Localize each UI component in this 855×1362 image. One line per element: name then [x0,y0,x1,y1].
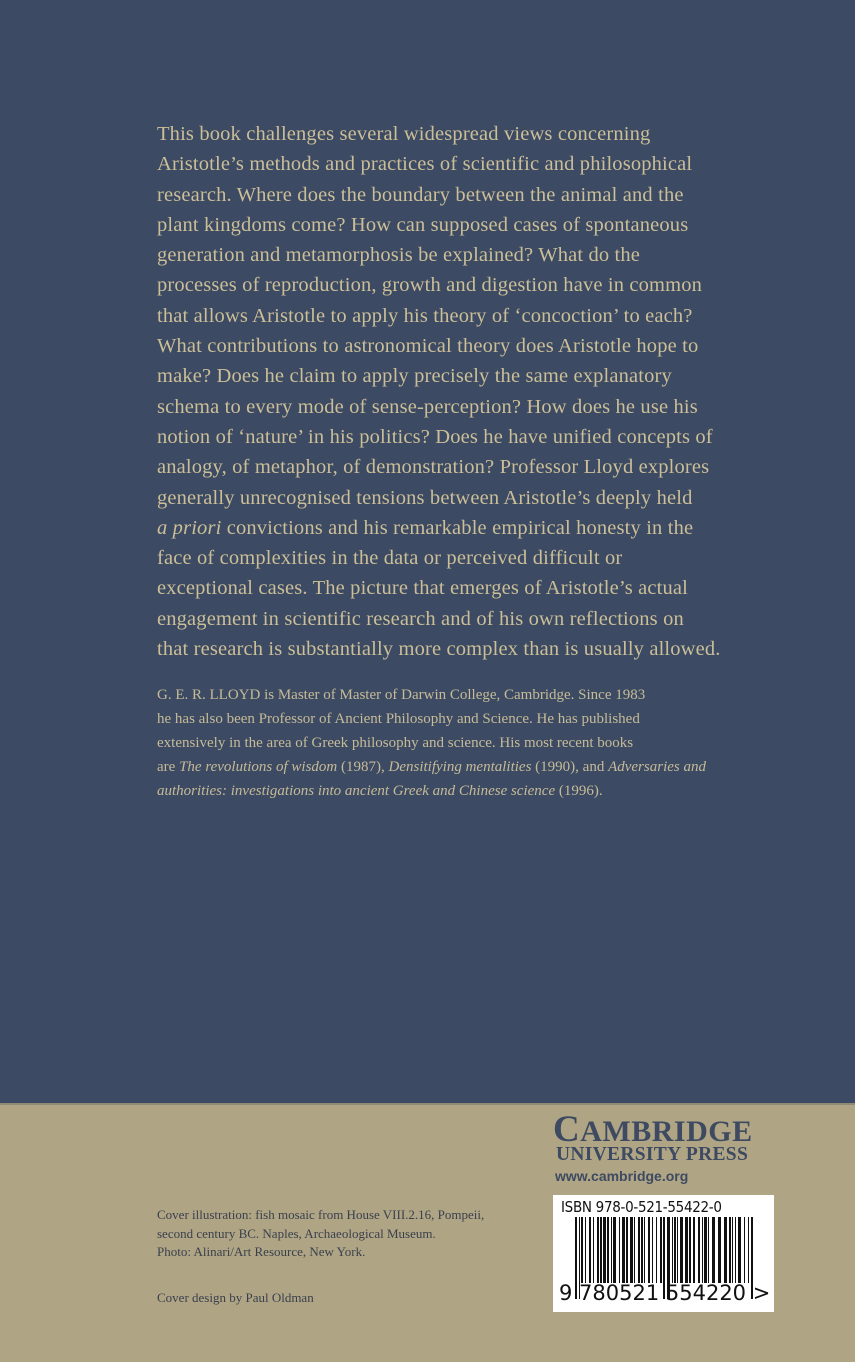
text-segment: The revolutions of wisdom [179,759,338,775]
barcode-bar [585,1217,586,1283]
text-line [157,149,837,179]
cover-design-credit: Cover design by Paul Oldman [157,1290,314,1305]
text-segment: notion of ‘nature’ in his politics? Does he have unified concepts of [157,425,713,448]
barcode-bar [652,1217,653,1283]
text-segment: This book challenges several widespread views concerning [157,123,651,145]
logo-name: AMBRIDGE [580,1115,753,1148]
barcode-bar [626,1217,628,1283]
barcode-bar [593,1217,594,1283]
text-segment: (1990), and [531,759,609,775]
barcode-bar [748,1217,749,1283]
barcode-bar [656,1217,657,1283]
text-segment: processes of reproduction, growth and digestion have in common [157,274,703,297]
text-line [157,755,757,779]
barcode-bar [607,1217,609,1283]
barcode-bar [597,1217,599,1283]
text-segment: convictions and his remarkable empirical honesty in the [221,516,694,539]
text-segment: exceptional cases. The picture that emerges of Aristotle’s actual [157,577,688,600]
credit-line: Cover illustration: fish mosaic from House VIII.2.16, Pompeii, [157,1207,485,1222]
text-line [157,683,757,707]
barcode-bar [660,1217,662,1283]
text-segment: authorities: investigations into ancient Greek and Chinese science [157,783,556,799]
barcode-bar [644,1217,645,1283]
barcode-bar [619,1217,620,1283]
text-line [157,392,837,422]
barcode-bar [589,1217,591,1283]
barcode-bar [611,1217,612,1283]
text-line [157,634,837,664]
barcode-bar [704,1217,707,1283]
text-segment: that allows Aristotle to apply his theory of ‘concoction’ to each? [157,304,693,327]
credit-line: second century BC. Naples, Archaeological Museum. [157,1225,436,1241]
text-segment: he has also been Professor of Ancient Philosophy and Science. He has published [157,711,640,727]
text-line [157,301,837,331]
text-line [157,270,837,300]
text-segment: generation and metamorphosis be explained? What do the [157,244,641,267]
publisher-url: www.cambridge.org [555,1168,689,1184]
barcode-bar [672,1217,673,1283]
barcode-bar [689,1217,691,1283]
text-segment: make? Does he claim to apply precisely the same explanatory [157,365,672,388]
barcode-bar [581,1217,583,1283]
text-segment: are [157,759,180,775]
barcode-bar [600,1217,602,1283]
barcode-bar [641,1217,643,1283]
text-line [157,361,837,391]
text-segment: Densitifying mentalities [388,759,532,775]
text-segment: G. E. R. LLOYD is Master of Master of Darwin College, Cambridge. Since 1983 [157,687,646,703]
text-line [157,573,837,603]
barcode-bar [680,1217,683,1283]
barcode-bar [732,1217,733,1283]
text-segment: schema to every mode of sense-perception? How does he use his [157,395,698,418]
text-line [157,513,837,543]
barcode-digits: 9 780521 554220 > [559,1281,771,1305]
text-segment: Aristotle’s methods and practices of scientific and philosophical [157,153,693,176]
text-segment: plant kingdoms come? How can supposed cases of spontaneous [157,213,689,236]
barcode-bar [712,1217,715,1283]
text-segment: (1987), [337,759,389,775]
text-line [157,119,837,149]
barcode-bar [648,1217,650,1283]
barcode-bar [744,1217,745,1283]
book-description [157,119,837,664]
barcode-bar [674,1217,676,1283]
barcode-bar [708,1217,709,1283]
text-line [157,543,837,573]
text-line [157,707,757,731]
barcode-bar [718,1217,721,1283]
barcode-bar [638,1217,640,1283]
text-segment: face of complexities in the data or perceived difficult or [157,547,623,570]
text-segment: that research is substantially more complex than is usually allowed. [157,638,721,661]
publisher-subtitle: UNIVERSITY PRESS [556,1144,749,1165]
text-segment: a priori [157,516,222,539]
text-segment: analogy, of metaphor, of demonstration? Professor Lloyd explores [157,456,710,479]
barcode-bar [724,1217,727,1283]
text-segment: Adversaries and [608,759,706,775]
text-line [157,483,837,513]
text-line [157,331,837,361]
author-bio [157,683,757,803]
text-segment: What contributions to astronomical theory does Aristotle hope to [157,335,699,358]
barcode-bar [698,1217,700,1283]
text-line [157,452,837,482]
text-segment: (1996). [555,783,603,799]
text-line [157,180,837,210]
cover-illustration-credit [157,1206,484,1262]
credit-line: Photo: Alinari/Art Resource, New York. [157,1244,366,1259]
barcode-bar [738,1217,741,1283]
isbn-barcode [553,1195,774,1312]
barcode-bar [613,1217,616,1283]
text-line [157,779,757,803]
barcode-bar [603,1217,606,1283]
text-line [157,210,837,240]
barcode-bar [729,1217,731,1283]
text-line [157,604,837,634]
text-segment: research. Where does the boundary between the animal and the [157,183,684,206]
barcode-bar [677,1217,678,1283]
barcode-bar [693,1217,695,1283]
barcode-bar [702,1217,703,1283]
barcode-bar [634,1217,635,1283]
text-line [157,422,837,452]
isbn-text: ISBN 978-0-521-55422-0 [561,1198,722,1216]
barcode-bar [685,1217,688,1283]
text-line [157,731,757,755]
text-line [157,240,837,270]
barcode-bar [630,1217,633,1283]
barcode-bar [735,1217,736,1283]
logo-initial: C [553,1109,581,1150]
barcode-bar [622,1217,625,1283]
text-segment: extensively in the area of Greek philosophy and science. His most recent books [157,735,634,751]
text-segment: generally unrecognised tensions between Aristotle’s deeply held [157,486,693,509]
text-segment: engagement in scientific research and of his own reflections on [157,607,684,630]
